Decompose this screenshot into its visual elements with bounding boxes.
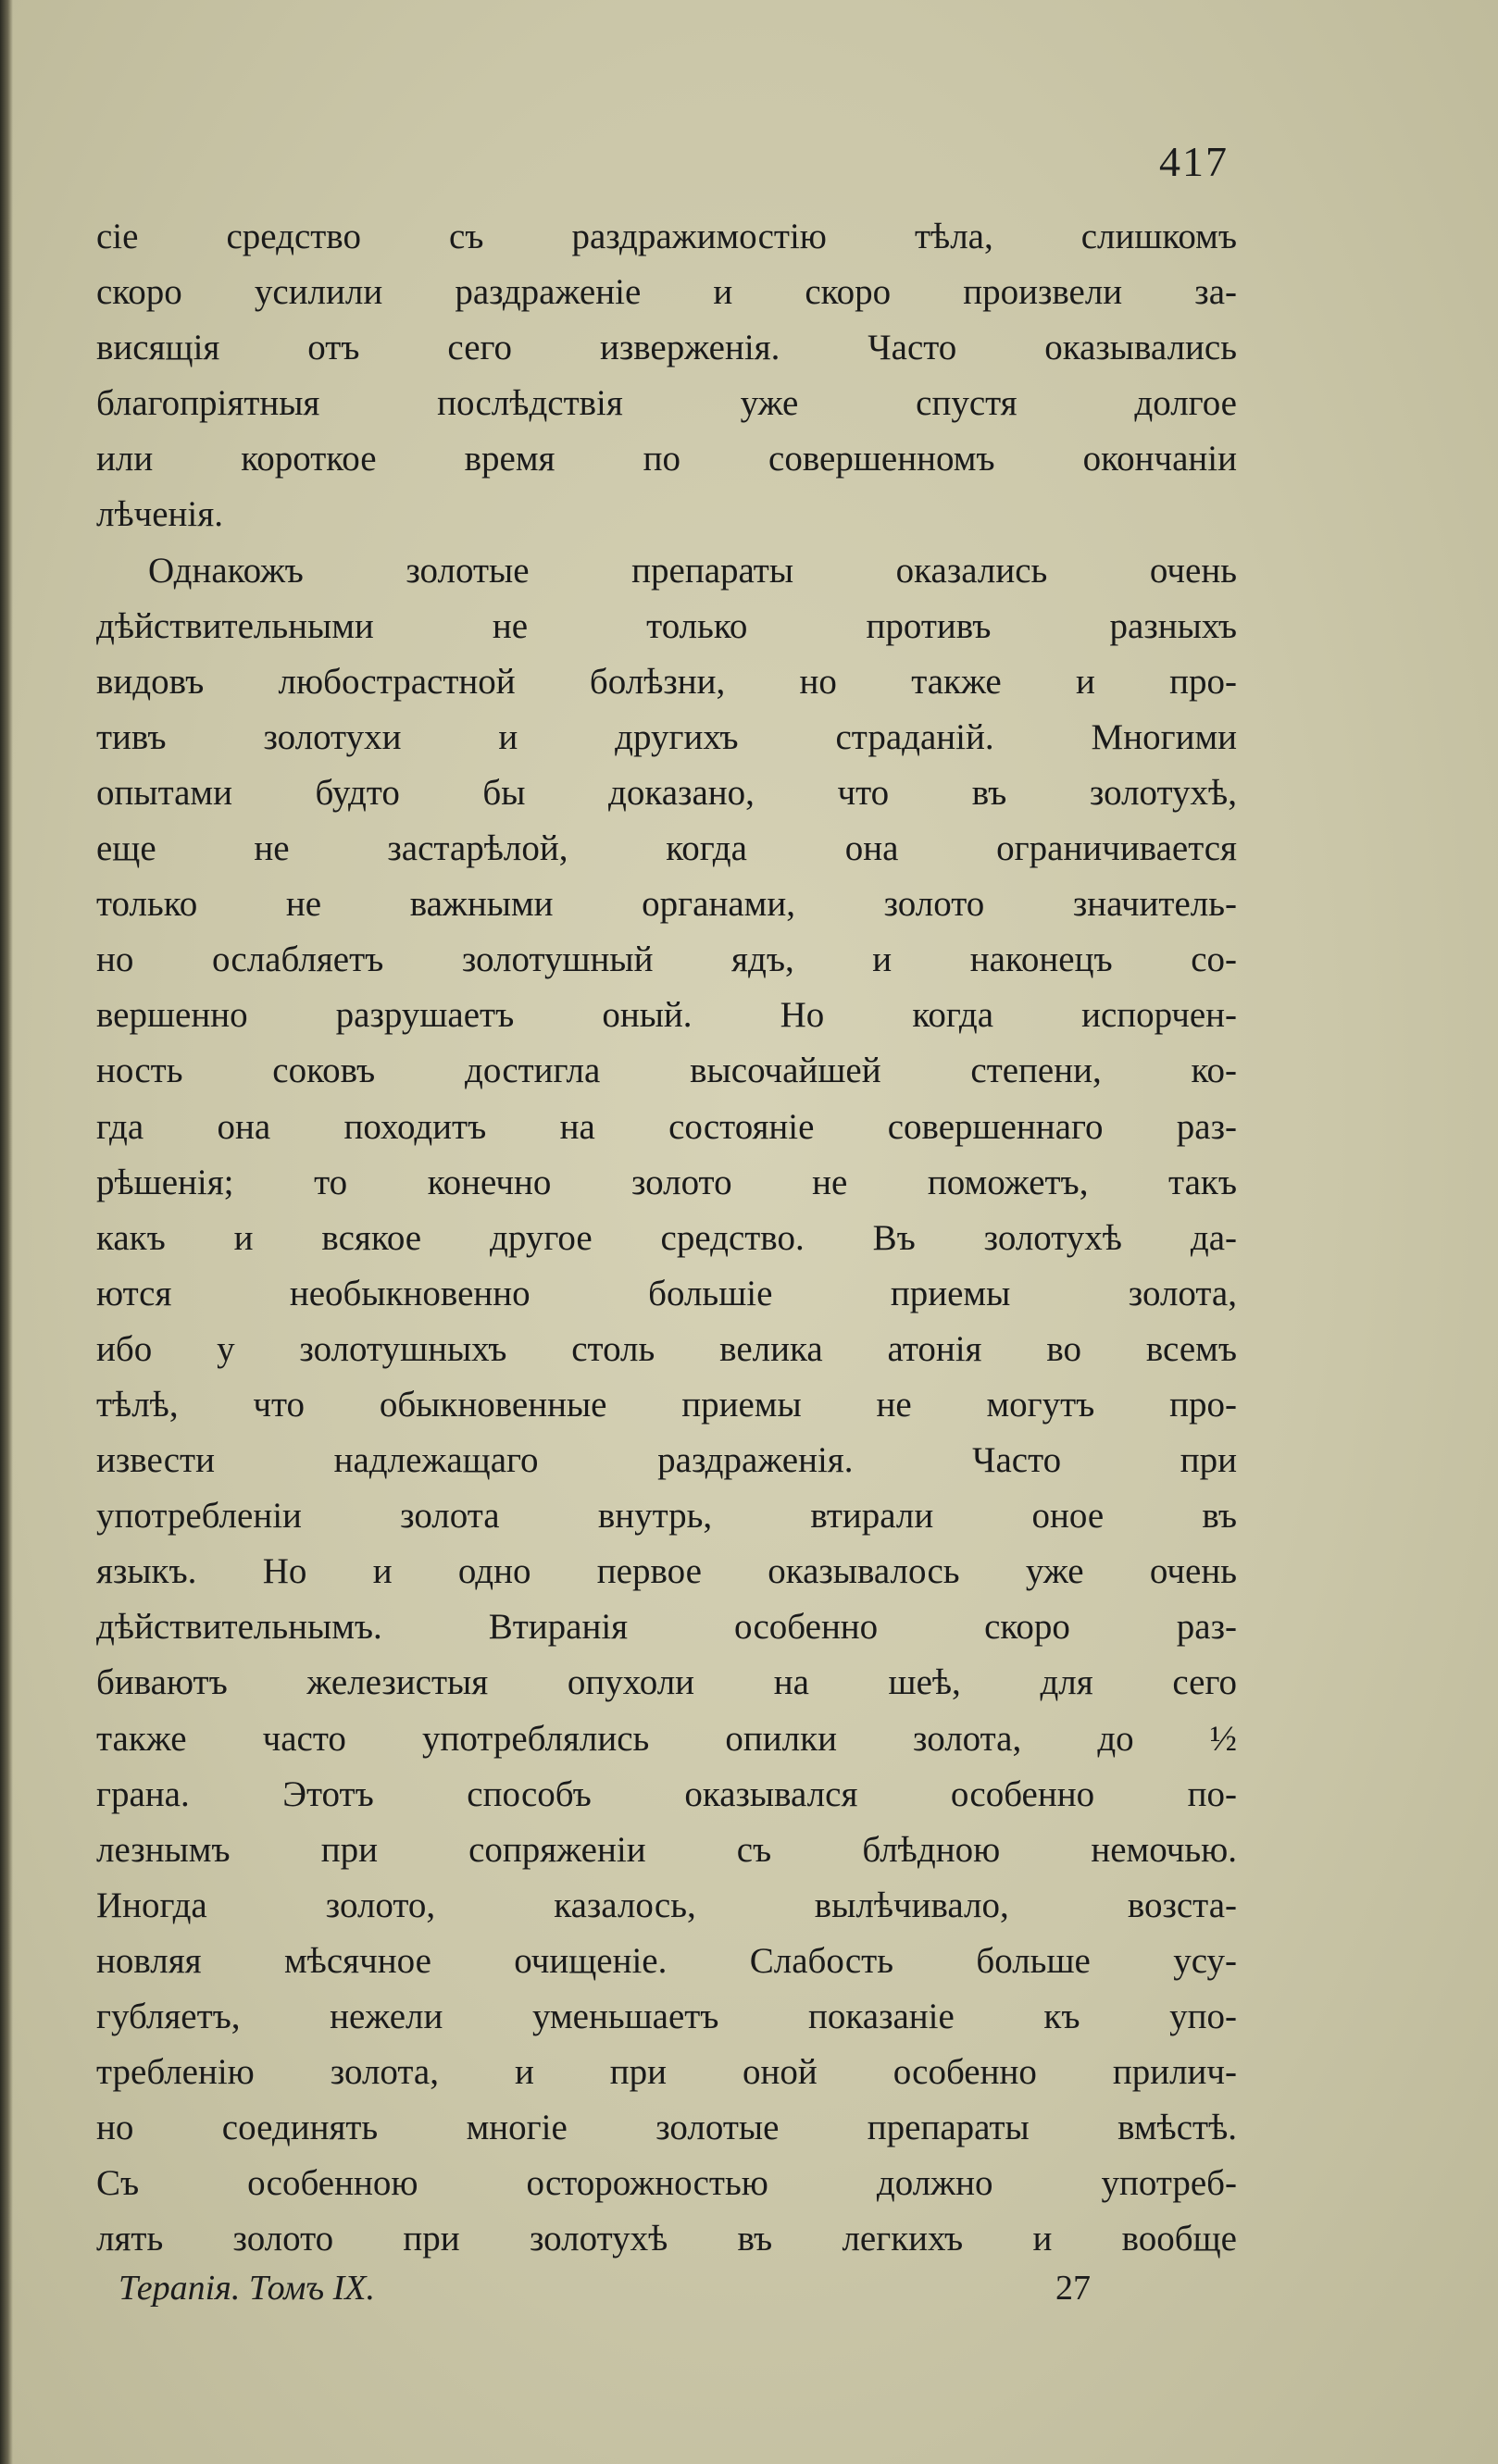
text-line: какъ и всякое другое средство. Въ золотухѣ да- (96, 1217, 1237, 1258)
text-line: новляя мѣсячное очищеніе. Слабость больше усу- (96, 1940, 1237, 1981)
text-line: рѣшенія; то конечно золото не поможетъ, такъ (96, 1162, 1237, 1202)
text-line: Иногда золото, казалось, вылѣчивало, возста- (96, 1885, 1237, 1925)
text-line: скоро усилили раздраженіе и скоро произвели за- (96, 272, 1237, 313)
text-line: лѣченія. (96, 494, 223, 535)
text-line: но ослабляетъ золотушный ядъ, и наконецъ со- (96, 940, 1237, 980)
text-line: или короткое время по совершенномъ окончаніи (96, 439, 1237, 479)
text-line: также часто употреблялись опилки золота, до ½ (96, 1718, 1237, 1759)
text-line: сіе средство съ раздражимостію тѣла, слишкомъ (96, 217, 1237, 256)
text-line: дѣйствительными не только противъ разныхъ (96, 605, 1237, 646)
text-line: ются необыкновенно большіе приемы золота, (96, 1273, 1237, 1313)
text-line: языкъ. Но и одно первое оказывалось уже очень (96, 1551, 1237, 1592)
running-footer-title: Терапія. Томъ IX. (119, 2269, 376, 2308)
text-line: висящія отъ сего изверженія. Часто оказывались (96, 328, 1237, 368)
text-line: требленію золота, и при оной особенно прилич- (96, 2052, 1237, 2093)
text-line: грана. Этотъ способъ оказывался особенно по- (96, 1773, 1237, 1814)
body-text (96, 209, 1237, 2267)
text-line: видовъ любострастной болѣзни, но также и про- (96, 661, 1237, 702)
text-line: тивъ золотухи и другихъ страданій. Многими (96, 716, 1237, 757)
text-line: ность соковъ достигла высочайшей степени, ко- (96, 1051, 1237, 1091)
text-line: дѣйствительнымъ. Втиранія особенно скоро раз- (96, 1607, 1237, 1648)
text-line: но соединять многіе золотые препараты вмѣстѣ. (96, 2108, 1237, 2148)
text-line: употребленіи золота внутрь, втирали оное въ (96, 1496, 1237, 1537)
text-line: лять золото при золотухѣ въ легкихъ и вообще (96, 2219, 1237, 2259)
text-line: вершенно разрушаетъ оный. Но когда испорчен- (96, 995, 1237, 1036)
text-line: ибо у золотушныхъ столь велика атонія во всемъ (96, 1328, 1237, 1369)
signature-mark: 27 (1055, 2269, 1091, 2308)
binding-edge (0, 0, 13, 2464)
text-line: гда она походитъ на состояніе совершеннаго раз- (96, 1106, 1237, 1147)
text-line: лезнымъ при сопряженіи съ блѣдною немочью. (96, 1829, 1237, 1870)
text-line: благопріятныя послѣдствія уже спустя долгое (96, 383, 1237, 424)
text-line: губляетъ, нежели уменьшаетъ показаніе къ упо- (96, 1997, 1237, 2036)
text-line: извести надлежащаго раздраженія. Часто при (96, 1440, 1237, 1481)
text-line: только не важными органами, золото значитель- (96, 884, 1237, 925)
text-line: тѣлѣ, что обыкновенные приемы не могутъ про- (96, 1384, 1237, 1425)
text-line: опытами будто бы доказано, что въ золотухѣ, (96, 772, 1237, 813)
text-line: биваютъ железистыя опухоли на шеѣ, для сего (96, 1662, 1237, 1703)
paragraph-start-line: Однакожъ золотые препараты оказались очень (148, 550, 1237, 591)
page-number: 417 (1159, 138, 1229, 185)
text-line: еще не застарѣлой, когда она ограничивается (96, 828, 1237, 869)
text-line: Съ особенною осторожностью должно употреб- (96, 2163, 1237, 2204)
